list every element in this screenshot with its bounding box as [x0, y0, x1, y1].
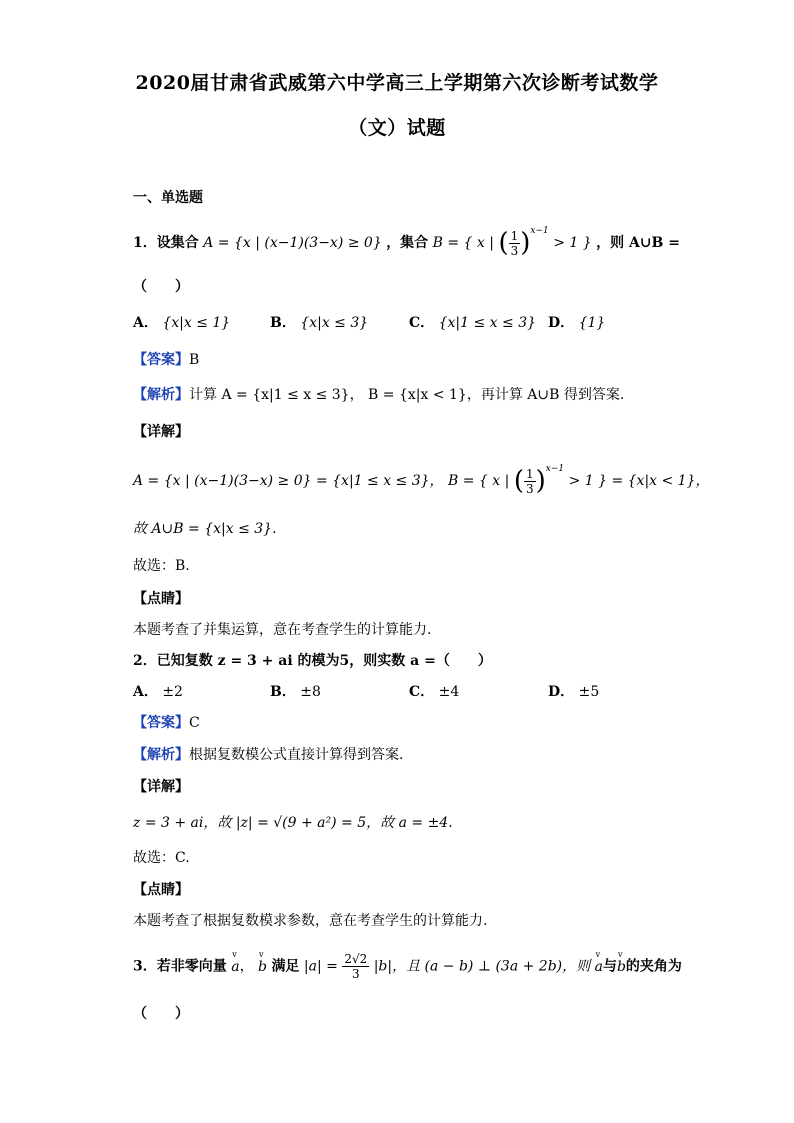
q2-analysis: 【解析】根据复数模公式直接计算得到答案.	[133, 747, 404, 763]
q1-comment-tag: 【点睛】	[133, 591, 189, 607]
q1-answer: 【答案】B	[133, 352, 200, 368]
q2-option-a: A． ±2	[133, 684, 183, 700]
q1-comment: 本题考查了并集运算，意在考查学生的计算能力.	[133, 622, 432, 638]
q2-comment-tag: 【点睛】	[133, 882, 189, 898]
q3-paren: （ ）	[133, 1006, 189, 1022]
q1-choose: 故选：B.	[133, 558, 190, 574]
q1-end: ，则 A∪B =	[596, 235, 680, 251]
q1-detail-2: 故 A∪B = {x|x ≤ 3}.	[133, 521, 277, 537]
q2-option-c: C． ±4	[409, 684, 460, 700]
q2-answer: 【答案】C	[133, 715, 200, 731]
q1-set-b-tail: > 1 }	[553, 235, 592, 251]
vector-a: v a	[231, 959, 239, 975]
q1-exponent: x−1	[530, 226, 549, 237]
q1-detail-tag: 【详解】	[133, 424, 189, 440]
title-line-1: 2020届甘肃省武威第六中学高三上学期第六次诊断考试数学	[135, 72, 659, 94]
q1-detail-1: A = {x | (x−1)(3−x) ≥ 0} = {x|1 ≤ x ≤ 3}， B = { x | ( $\frac{1}{3}$ )$^{x-1}$ > 1 } = {x|x < 1}，	[133, 464, 710, 496]
q1-set-b-head: B = { x |	[432, 235, 494, 251]
q1-fraction: $\frac{1}{3}$	[510, 228, 519, 258]
q1-mid: ，集合	[386, 235, 429, 251]
q1-option-c: C． {x|1 ≤ x ≤ 3}	[409, 315, 537, 331]
q2-option-d: D． ±5	[548, 684, 600, 700]
q2-option-b: B． ±8	[270, 684, 321, 700]
section-heading: 一、单选题	[133, 190, 203, 206]
q1-set-a: A = {x | (x−1)(3−x) ≥ 0}	[203, 235, 382, 251]
q2-detail-tag: 【详解】	[133, 779, 189, 795]
answer-tag: 【答案】	[133, 352, 189, 368]
q1-number: 1．设集合	[133, 235, 199, 251]
q1-stem: 1．设集合 A = {x | (x−1)(3−x) ≥ 0} ，集合 B = { x | ( $\frac{1}{3}$ )$^{x-1}$ > 1 } ，则 A∪B =	[133, 226, 680, 258]
q1-paren: （ ）	[133, 279, 189, 295]
title-line-2: （文）试题	[348, 117, 446, 139]
q1-option-a: A． {x|x ≤ 1}	[133, 315, 231, 331]
q2-comment: 本题考查了根据复数模求参数，意在考查学生的计算能力.	[133, 913, 488, 929]
q1-analysis: 【解析】计算 A = {x|1 ≤ x ≤ 3}， B = {x|x < 1}，再计算 A∪B 得到答案.	[133, 387, 625, 403]
q1-option-d: D． {1}	[548, 315, 606, 331]
analysis-tag: 【解析】	[133, 387, 189, 403]
q2-stem: 2．已知复数 z = 3 + ai 的模为5，则实数 a =（ ）	[133, 653, 492, 669]
q3-stem: 3．若非零向量 v a， v b 满足 |a| = $\frac{2√2}{3}$ |b|，且 (a − b) ⊥ (3a + 2b)，则 v a与v b的夹角为	[133, 952, 682, 981]
q3-fraction: $\frac{2√2}{3}$	[344, 952, 368, 981]
q1-option-b: B． {x|x ≤ 3}	[270, 315, 369, 331]
q2-detail: z = 3 + ai，故 |z| = √(9 + a²) = 5，故 a = ±4.	[133, 815, 453, 831]
q2-choose: 故选：C.	[133, 850, 190, 866]
vector-b: v b	[258, 959, 267, 975]
